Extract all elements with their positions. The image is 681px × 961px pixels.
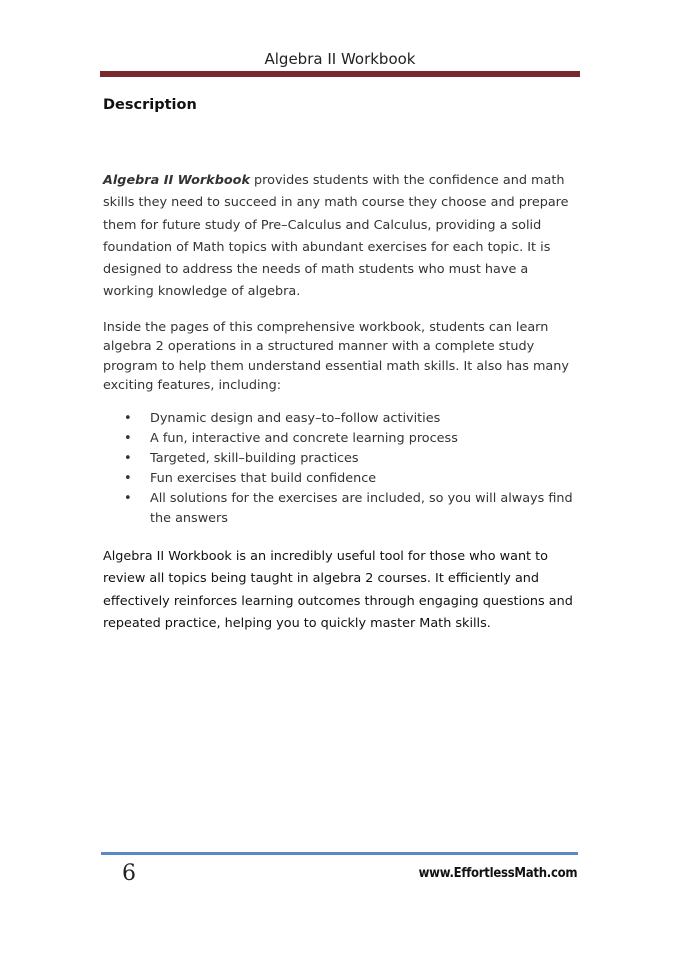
list-item-text: Targeted, skill–building practices <box>150 451 359 466</box>
bullet-icon: • <box>124 431 132 446</box>
bullet-icon: • <box>124 471 132 486</box>
list-item-text: A fun, interactive and concrete learning process <box>150 431 458 446</box>
list-item <box>103 409 581 429</box>
book-title-emphasis: Algebra II Workbook <box>103 173 250 188</box>
bullet-icon: • <box>124 451 132 466</box>
list-item <box>103 429 581 449</box>
list-item <box>103 469 581 489</box>
bullet-icon: • <box>124 411 132 426</box>
intro-paragraph-text: provides students with the confidence and math skills they need to succeed in any math course they choose and prepare them for future study of Pre–Calculus and Calculus, providing a solid foundation of Math topics with abundant exercises for each topic. It is designed to address the needs of math students who must have a working knowledge of algebra. <box>103 173 569 300</box>
website-url: www.EffortlessMath.com <box>418 866 577 881</box>
page-number: 6 <box>122 861 136 886</box>
bullet-icon: • <box>124 491 132 506</box>
intro-paragraph <box>103 170 581 304</box>
features-list <box>103 409 581 529</box>
list-item <box>103 489 581 529</box>
list-item-text: Dynamic design and easy–to–follow activities <box>150 411 441 426</box>
list-item-text: Fun exercises that build confidence <box>150 471 377 486</box>
list-item <box>103 449 581 469</box>
list-item-text: All solutions for the exercises are included, so you will always find the answers <box>150 491 573 526</box>
footer-rule <box>101 852 578 855</box>
running-header-title: Algebra II Workbook <box>264 50 416 68</box>
summary-paragraph: Algebra II Workbook is an incredibly useful tool for those who want to review all topics being taught in algebra 2 courses. It efficiently and effectively reinforces learning outcomes through engaging questions and repeated practice, helping you to quickly master Math skills. <box>103 549 573 631</box>
features-intro-paragraph: Inside the pages of this comprehensive workbook, students can learn algebra 2 operations in a structured manner with a complete study program to help them understand essential math skills. It also has many exciting features, including: <box>103 320 569 393</box>
header-rule <box>100 71 580 77</box>
section-heading: Description <box>103 97 197 113</box>
